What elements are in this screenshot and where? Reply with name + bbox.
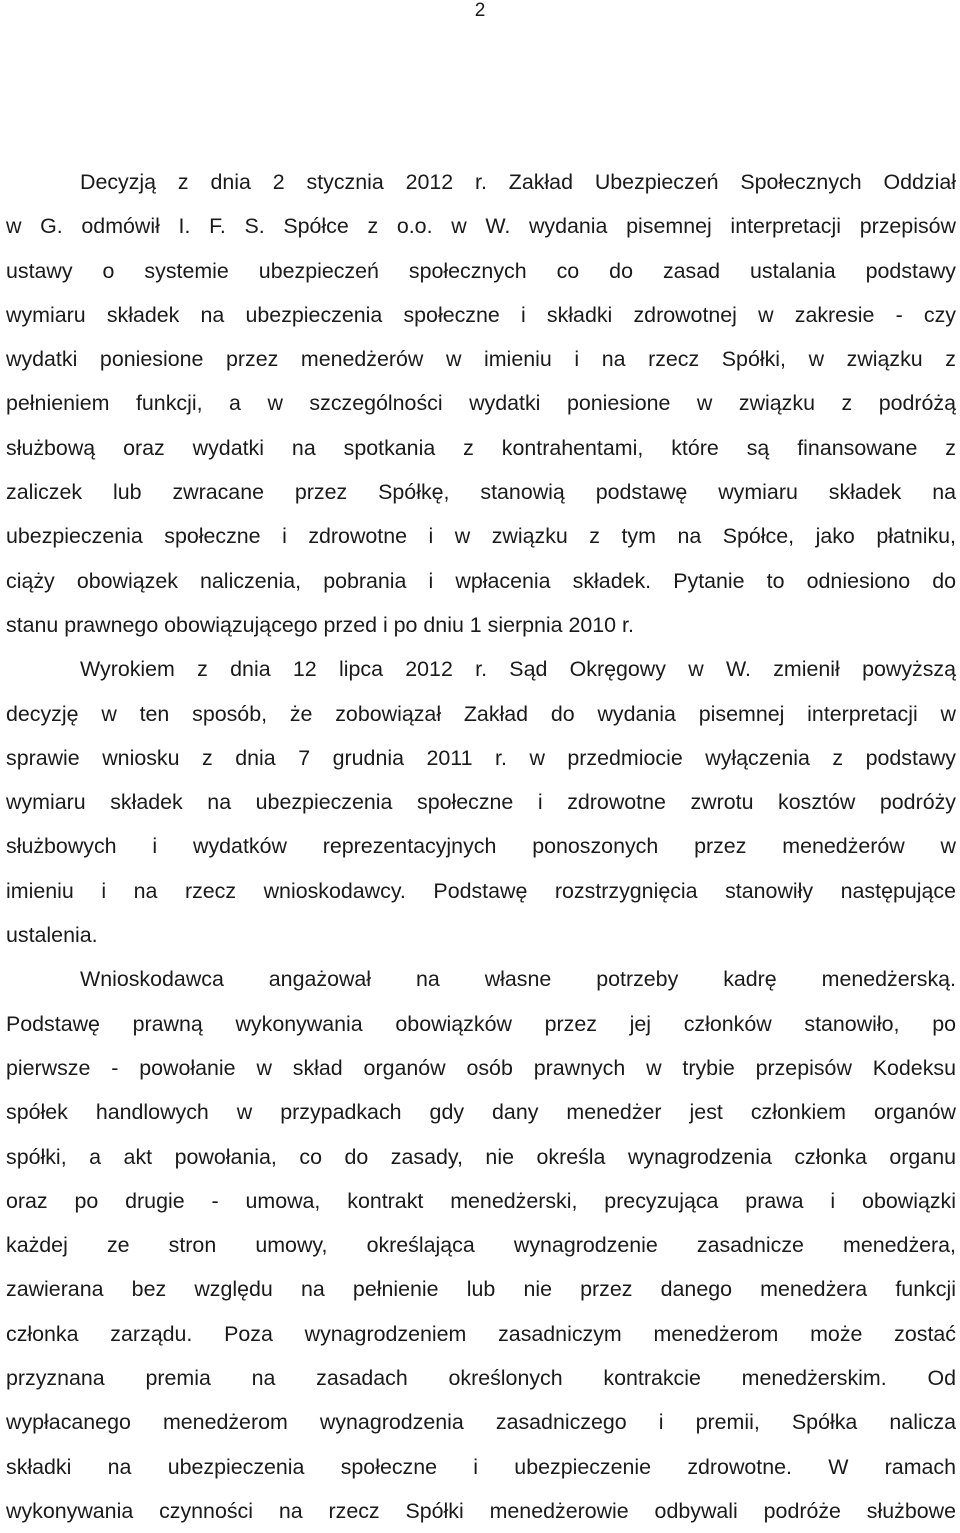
text-line: każdej ze stron umowy, określająca wynagrodzenie zasadnicze menedżera, [6,1233,956,1258]
text-line: decyzję w ten sposób, że zobowiązał Zakład do wydania pisemnej interpretacji w [6,701,956,726]
text-line: pierwsze - powołanie w skład organów osób prawnych w trybie przepisów Kodeksu [6,1055,956,1080]
text-line: wykonywania czynności na rzecz Spółki menedżerowie odbywali podróże służbowe [6,1498,956,1523]
text-line: Podstawę prawną wykonywania obowiązków przez jej członków stanowiło, po [6,1011,956,1036]
text-line: wydatki poniesione przez menedżerów w imieniu i na rzecz Spółki, w związku z [6,347,956,372]
text-line: ciąży obowiązek naliczenia, pobrania i wpłacenia składek. Pytanie to odniesiono do [6,568,956,593]
text-line: oraz po drugie - umowa, kontrakt menedżerski, precyzująca prawa i obowiązki [6,1188,956,1213]
text-line: ustalenia. [6,923,98,948]
text-line: wymiaru składek na ubezpieczenia społeczne i zdrowotne zwrotu kosztów podróży [6,790,956,815]
text-line: wypłacanego menedżerom wynagrodzenia zasadniczego i premii, Spółka nalicza [6,1410,956,1435]
text-line: wymiaru składek na ubezpieczenia społeczne i składki zdrowotnej w zakresie - czy [6,302,956,327]
text-line: członka zarządu. Poza wynagrodzeniem zasadniczym menedżerom może zostać [6,1321,956,1346]
text-line: imieniu i na rzecz wnioskodawcy. Podstawę rozstrzygnięcia stanowiły następujące [6,878,956,903]
text-line: zaliczek lub zwracane przez Spółkę, stanowią podstawę wymiaru składek na [6,480,956,505]
document-body [6,160,956,1533]
text-line: przyznana premia na zasadach określonych kontrakcie menedżerskim. Od [6,1366,956,1391]
text-line: pełnieniem funkcji, a w szczególności wydatki poniesione w związku z podróżą [6,391,956,416]
text-line: Decyzją z dnia 2 stycznia 2012 r. Zakład Ubezpieczeń Społecznych Oddział [80,170,956,194]
text-line: spółek handlowych w przypadkach gdy dany menedżer jest członkiem organów [6,1100,956,1125]
text-line: sprawie wniosku z dnia 7 grudnia 2011 r. w przedmiocie wyłączenia z podstawy [6,745,956,770]
text-line: Wnioskodawca angażował na własne potrzeby kadrę menedżerską. [80,967,956,992]
text-line: służbowych i wydatków reprezentacyjnych ponoszonych przez menedżerów w [6,834,956,859]
text-line: zawierana bez względu na pełnienie lub nie przez danego menedżera funkcji [6,1277,956,1302]
text-line: ubezpieczenia społeczne i zdrowotne i w związku z tym na Spółce, jako płatniku, [6,524,956,549]
text-line: w G. odmówił I. F. S. Spółce z o.o. w W. wydania pisemnej interpretacji przepisów [6,214,956,239]
text-line: Wyrokiem z dnia 12 lipca 2012 r. Sąd Okręgowy w W. zmienił powyższą [80,657,956,682]
text-line: służbową oraz wydatki na spotkania z kontrahentami, które są finansowane z [6,435,956,460]
text-line: spółki, a akt powołania, co do zasady, nie określa wynagrodzenia członka organu [6,1144,956,1169]
text-line: ustawy o systemie ubezpieczeń społecznych co do zasad ustalania podstawy [6,258,956,283]
page-number: 2 [474,0,486,21]
text-line: stanu prawnego obowiązującego przed i po dniu 1 sierpnia 2010 r. [6,612,634,637]
text-line: składki na ubezpieczenia społeczne i ubezpieczenie zdrowotne. W ramach [6,1454,956,1479]
